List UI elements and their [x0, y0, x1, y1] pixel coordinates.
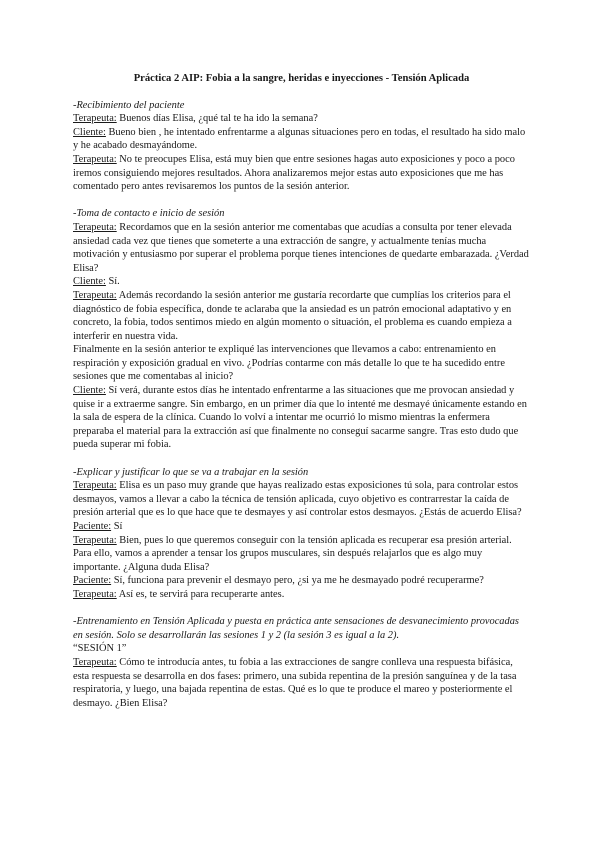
dialogue-turn — [73, 126, 530, 153]
dialogue-turn — [73, 153, 530, 194]
turn-text: Elisa es un paso muy grande que hayas realizado estas exposiciones tú sola, para controlar estos desmayos, vamos a llevar a cabo la técnica de tensión aplicada, cuyo objetivo es contrarrestar la caída de presión arterial que es lo que hace que te desmayes y así controlar estos desmayos. ¿Estás de acuerdo Elisa? — [73, 480, 522, 519]
speaker-label: Terapeuta: — [73, 113, 117, 125]
dialogue-turn — [73, 534, 530, 575]
section-contact — [73, 207, 530, 452]
section-reception — [73, 99, 530, 194]
turn-text: Cómo te introducía antes, tu fobia a las extracciones de sangre conlleva una respuesta bifásica, esta respuesta se desarrolla en dos fases: primero, una subida repentina de la presión sanguínea y de la tasa respiratoria, y luego, una bajada repentina de estas. Qué es lo que te produce el mareo y posteriormente el desmayo. ¿Bien Elisa? — [73, 656, 517, 709]
turn-text: Buenos días Elisa, ¿qué tal te ha ido la semana? — [116, 113, 318, 125]
turn-text: Sí, funciona para prevenir el desmayo pero, ¿si ya me he desmayado podré recuperarme? — [111, 575, 484, 587]
speaker-label: Terapeuta: — [73, 289, 117, 301]
dialogue-turn — [73, 479, 530, 520]
document-title: Práctica 2 AIP: Fobia a la sangre, heridas e inyecciones - Tensión Aplicada — [133, 73, 470, 84]
turn-text: Bueno bien , he intentado enfrentarme a algunas situaciones pero en todas, el resultado ha sido malo y he acabado desmayándome. — [73, 126, 526, 152]
dialogue-turn — [73, 275, 530, 289]
speaker-label: Terapeuta: — [73, 588, 117, 600]
turn-text: Sí verá, durante estos días he intentado enfrentarme a las situaciones que me provocan ansiedad y quise ir a extraerme sangre. Sin embargo, en un primer día que lo intenté me desmayé únicamente estando en la sala de espera de la clínica. Cuando lo volví a intentar me ocurrió lo mismo mientras la enfermera preparaba el material para la extracción así que finalmente no conseguí sacarme sangre. Tras esto dudo que pueda superar mi fobia. — [73, 385, 527, 451]
dialogue-turn — [73, 112, 530, 126]
speaker-label: Terapeuta: — [73, 534, 117, 546]
section-explain — [73, 466, 530, 602]
speaker-label: Terapeuta: — [73, 656, 117, 668]
section-heading: -Toma de contacto e inicio de sesión — [73, 208, 225, 220]
session-label: “SESIÓN 1” — [73, 643, 127, 655]
dialogue-turn — [73, 520, 530, 534]
speaker-label: Cliente: — [73, 126, 106, 138]
speaker-label: Paciente: — [73, 521, 112, 532]
speaker-label: Cliente: — [73, 276, 106, 288]
turn-text: No te preocupes Elisa, está muy bien que entre sesiones hagas auto exposiciones y poco a poco iremos consiguiendo mejores resultados. Ahora analizaremos mejor estas auto exposiciones que me has comentado pero antes revisaremos los puntos de la sesión anterior. — [73, 153, 515, 193]
dialogue-turn — [73, 289, 530, 343]
turn-text: Finalmente en la sesión anterior te expliqué las intervenciones que llevamos a cabo: entrenamiento en respiración y exposición gradual en vivo. ¿Podrías contarme con más detalle lo que te ha sucedido entre sesiones que me comentabas al inicio? — [73, 344, 505, 383]
dialogue-turn — [73, 574, 530, 588]
dialogue-turn — [73, 656, 530, 710]
dialogue-turn — [73, 384, 530, 452]
dialogue-turn — [73, 343, 530, 384]
turn-text: Así es, te servirá para recuperarte antes. — [116, 588, 285, 600]
dialogue-turn — [73, 221, 530, 275]
section-training — [73, 615, 530, 710]
dialogue-turn — [73, 588, 530, 602]
speaker-label: Terapeuta: — [73, 480, 117, 492]
speaker-label: Terapeuta: — [73, 153, 117, 165]
turn-text: Recordamos que en la sesión anterior me comentabas que acudías a consulta por tener elevada ansiedad cada vez que tienes que someterte a una extracción de sangre, y actualmente tenías mucha motivación y entusiasmo por superar el problema porque tienes intenciones de quedarte embarazada. ¿Verdad Elisa? — [73, 221, 529, 274]
speaker-label: Cliente: — [73, 385, 106, 397]
speaker-label: Paciente: — [73, 575, 112, 587]
section-heading: -Explicar y justificar lo que se va a trabajar en la sesión — [73, 466, 309, 478]
turn-text: Sí — [111, 521, 123, 532]
turn-text: Además recordando la sesión anterior me gustaría recordarte que cumplías los criterios para el diagnóstico de fobia específica, donde te aclaraba que la ansiedad es un patrón emocional adaptativo y en concreto, la fobia, todos sentimos miedo en algún momento o situación, el problema es cuando empieza a interferir en nuestra vida. — [73, 289, 512, 342]
turn-text: Sí. — [105, 276, 120, 288]
turn-text: Bien, pues lo que queremos conseguir con la tensión aplicada es recuperar esa presión arterial. Para ello, vamos a aprender a tensar los grupos musculares, sin después relajarlos que es algo muy importante. ¿Alguna duda Elisa? — [73, 534, 512, 573]
section-heading: -Recibimiento del paciente — [73, 99, 185, 111]
section-heading: -Entrenamiento en Tensión Aplicada y puesta en práctica ante sensaciones de desvanecimiento provocadas en sesión. Solo se desarrollarán las sesiones 1 y 2 (la sesión 3 es igual a la 2). — [73, 616, 519, 641]
speaker-label: Terapeuta: — [73, 221, 117, 233]
